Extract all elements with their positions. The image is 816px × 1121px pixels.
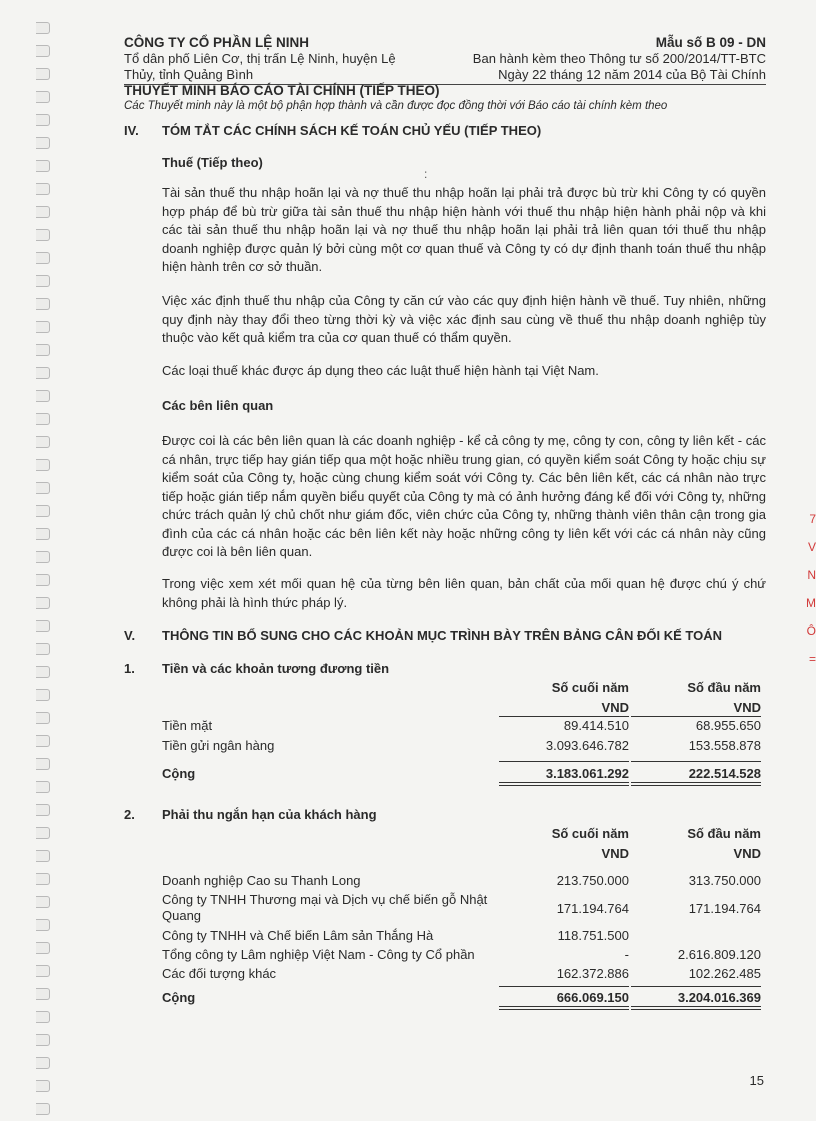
table-cell-begin: 153.558.878: [688, 738, 761, 753]
table-cell-begin: 68.955.650: [695, 718, 761, 733]
table-cell-begin: 2.616.809.120: [677, 947, 761, 962]
table-cell-end: -: [624, 947, 629, 962]
binding-hole: [36, 758, 50, 770]
scan-speck: :: [424, 167, 428, 181]
document-title: THUYẾT MINH BÁO CÁO TÀI CHÍNH (TIẾP THEO): [124, 83, 440, 98]
note-1-total-label: Cộng: [162, 766, 196, 781]
binding-hole: [36, 367, 50, 379]
section-v-number: V.: [124, 628, 136, 643]
note-1-underline-begin: [631, 716, 761, 717]
note-1-title: Tiền và các khoản tương đương tiền: [162, 661, 390, 676]
binding-hole: [36, 45, 50, 57]
binding-hole: [36, 252, 50, 264]
note-1-total-rule-begin: [631, 761, 761, 762]
note-2-col-begin-year: Số đầu năm: [687, 826, 761, 841]
note-2-title: Phải thu ngắn hạn của khách hàng: [162, 807, 377, 822]
binding-hole: [36, 965, 50, 977]
binding-hole: [36, 413, 50, 425]
related-parties-paragraph-1: Được coi là các bên liên quan là các doanh nghiệp - kể cả công ty mẹ, công ty con, công ty liên kết - các cá nhân, trực tiếp hay gián tiếp qua một hoặc nhiều trung gian, có quyền kiểm soát Công ty hoặc chịu sự kiểm soát của Công ty, hoặc cùng chung kiểm soát với Công ty. Các bên liên kết, các cá nhân nào trực tiếp hoặc gián tiếp nắm quyền biểu quyết của Công ty mà có ảnh hưởng đáng kể đối với Công ty, những chức trách quản lý chủ chốt như giám đốc, viên chức của Công ty, những thành viên thân cận trong gia đình của các cá nhân hoặc các bên liên kết này hoặc những công ty liên kết với các cá nhân này cũng được coi là bên liên quan.: [162, 433, 766, 559]
tax-paragraph-1: Tài sản thuế thu nhập hoãn lại và nợ thuế thu nhập hoãn lại phải trả được bù trừ khi Công ty có quyền hợp pháp để bù trừ giữa tài sản thuế thu nhập hiện hành với thuế thu nhập hiện hành phải nộp và khi các tài sản thuế thu nhập hoãn lại và nợ thuế thu nhập hoãn lại phải trả liên quan tới thuế thu nhập doanh nghiệp được quản lý bởi cùng một cơ quan thuế và Công ty có dự định thanh toán thuế thu nhập hiện hành trên cơ sở thuần.: [162, 185, 766, 274]
binding-hole: [36, 597, 50, 609]
related-parties-paragraph-2: Trong việc xem xét mối quan hệ của từng bên liên quan, bản chất của mối quan hệ được chú ý chứ không phải là hình thức pháp lý.: [162, 576, 766, 610]
binding-hole: [36, 988, 50, 1000]
company-name: CÔNG TY CỔ PHẦN LỆ NINH: [124, 35, 310, 50]
related-parties-heading: Các bên liên quan: [162, 398, 274, 413]
note-1-unit-end: VND: [601, 700, 629, 715]
form-header: [436, 34, 766, 83]
issued-by-line1: Ban hành kèm theo Thông tư số 200/2014/TT-BTC: [472, 51, 766, 66]
table-row-label: Công ty TNHH Thương mại và Dịch vụ chế biến gỗ Nhật Quang: [162, 892, 488, 923]
binding-hole: [36, 505, 50, 517]
binding-hole: [36, 1080, 50, 1092]
tax-paragraph-3: Các loại thuế khác được áp dụng theo các luật thuế hiện hành tại Việt Nam.: [162, 363, 599, 378]
table-cell-begin: 313.750.000: [688, 873, 761, 888]
note-1-unit-begin: VND: [733, 700, 761, 715]
note-2-total-label: Cộng: [162, 990, 196, 1005]
section-iv-number: IV.: [124, 123, 139, 138]
section-iv-title: TÓM TẮT CÁC CHÍNH SÁCH KẾ TOÁN CHỦ YẾU (TIẾP THEO): [162, 123, 542, 138]
binding-hole: [36, 229, 50, 241]
binding-hole: [36, 275, 50, 287]
tax-heading: Thuế (Tiếp theo): [162, 155, 263, 170]
table-cell-end: 3.093.646.782: [545, 738, 629, 753]
binding-hole: [36, 574, 50, 586]
note-1-total-rule-end: [499, 761, 629, 762]
note-2-double-rule-end: [499, 1006, 629, 1010]
binding-hole: [36, 436, 50, 448]
company-header: [124, 34, 464, 83]
table-row-label: Tổng công ty Lâm nghiệp Việt Nam - Công ty Cổ phần: [162, 947, 475, 962]
binding-hole: [36, 1034, 50, 1046]
note-2-total-rule-begin: [631, 986, 761, 987]
company-address-line1: Tổ dân phố Liên Cơ, thị trấn Lệ Ninh, huyện Lệ: [124, 51, 396, 66]
binding-hole: [36, 781, 50, 793]
binding-hole: [36, 850, 50, 862]
binding-hole: [36, 482, 50, 494]
binding-hole: [36, 160, 50, 172]
note-1-col-begin-year: Số đầu năm: [687, 680, 761, 695]
note-2-total-begin: 3.204.016.369: [677, 990, 761, 1005]
binding-hole: [36, 942, 50, 954]
binding-hole: [36, 827, 50, 839]
note-2-double-rule-begin: [631, 1006, 761, 1010]
note-2-col-end-year: Số cuối năm: [551, 826, 629, 841]
binding-hole: [36, 896, 50, 908]
binding-hole: [36, 689, 50, 701]
binding-hole: [36, 643, 50, 655]
binding-hole: [36, 68, 50, 80]
binding-hole: [36, 183, 50, 195]
tax-paragraph-2: Việc xác định thuế thu nhập của Công ty căn cứ vào các quy định hiện hành về thuế. Tuy nhiên, những quy định này thay đổi theo từng thời kỳ và việc xác định sau cùng về thuế thu nhập doanh nghiệp tùy thuộc vào kết quả kiểm tra của cơ quan thuế có thẩm quyền.: [162, 293, 766, 345]
binding-hole: [36, 137, 50, 149]
table-row-label: Doanh nghiệp Cao su Thanh Long: [162, 873, 361, 888]
binding-hole: [36, 919, 50, 931]
section-v-title: THÔNG TIN BỔ SUNG CHO CÁC KHOẢN MỤC TRÌNH BÀY TRÊN BẢNG CÂN ĐỐI KẾ TOÁN: [162, 628, 722, 643]
binding-hole: [36, 1103, 50, 1115]
note-1-double-rule-begin: [631, 782, 761, 786]
note-1-total-end: 3.183.061.292: [545, 766, 629, 781]
binding-hole: [36, 321, 50, 333]
binding-hole: [36, 114, 50, 126]
binding-hole: [36, 22, 50, 34]
table-cell-end: 162.372.886: [556, 966, 629, 981]
form-number: Mẫu số B 09 - DN: [655, 35, 766, 50]
binding-hole: [36, 298, 50, 310]
table-row-label: Tiền mặt: [162, 718, 213, 733]
binding-hole: [36, 873, 50, 885]
table-row-label: Các đối tượng khác: [162, 966, 277, 981]
table-cell-begin: 171.194.764: [688, 901, 761, 916]
binding-hole: [36, 551, 50, 563]
table-cell-end: 171.194.764: [556, 901, 629, 916]
note-1-total-begin: 222.514.528: [688, 766, 761, 781]
note-2-unit-end: VND: [601, 846, 629, 861]
binding-hole: [36, 666, 50, 678]
binding-holes: [0, 0, 60, 1121]
table-cell-end: 213.750.000: [556, 873, 629, 888]
note-2-total-end: 666.069.150: [556, 990, 629, 1005]
binding-hole: [36, 735, 50, 747]
table-cell-end: 118.751.500: [557, 928, 629, 943]
binding-hole: [36, 459, 50, 471]
table-cell-begin: 102.262.485: [688, 966, 761, 981]
note-1-underline-end: [499, 716, 629, 717]
note-1-number: 1.: [124, 661, 135, 676]
note-1-col-end-year: Số cuối năm: [551, 680, 629, 695]
page-number: 15: [749, 1073, 764, 1088]
binding-hole: [36, 206, 50, 218]
binding-hole: [36, 344, 50, 356]
binding-hole: [36, 620, 50, 632]
binding-hole: [36, 712, 50, 724]
red-stamp-fragment: 7 V N M Ô =: [806, 512, 816, 666]
binding-hole: [36, 91, 50, 103]
table-cell-end: 89.414.510: [563, 718, 629, 733]
table-row-label: Công ty TNHH và Chế biến Lâm sản Thắng Hà: [162, 928, 434, 943]
binding-hole: [36, 390, 50, 402]
note-2-number: 2.: [124, 807, 135, 822]
issued-by-line2: Ngày 22 tháng 12 năm 2014 của Bộ Tài Chính: [498, 67, 766, 82]
document-subtitle: Các Thuyết minh này là một bộ phận hợp thành và cần được đọc đồng thời với Báo cáo tài chính kèm theo: [124, 100, 668, 112]
binding-hole: [36, 1057, 50, 1069]
note-2-total-rule-end: [499, 986, 629, 987]
table-row-label: Tiền gửi ngân hàng: [162, 738, 275, 753]
note-1-double-rule-end: [499, 782, 629, 786]
note-2-unit-begin: VND: [733, 846, 761, 861]
company-address-line2: Thủy, tỉnh Quảng Bình: [124, 67, 254, 82]
binding-hole: [36, 528, 50, 540]
binding-hole: [36, 1011, 50, 1023]
binding-hole: [36, 804, 50, 816]
